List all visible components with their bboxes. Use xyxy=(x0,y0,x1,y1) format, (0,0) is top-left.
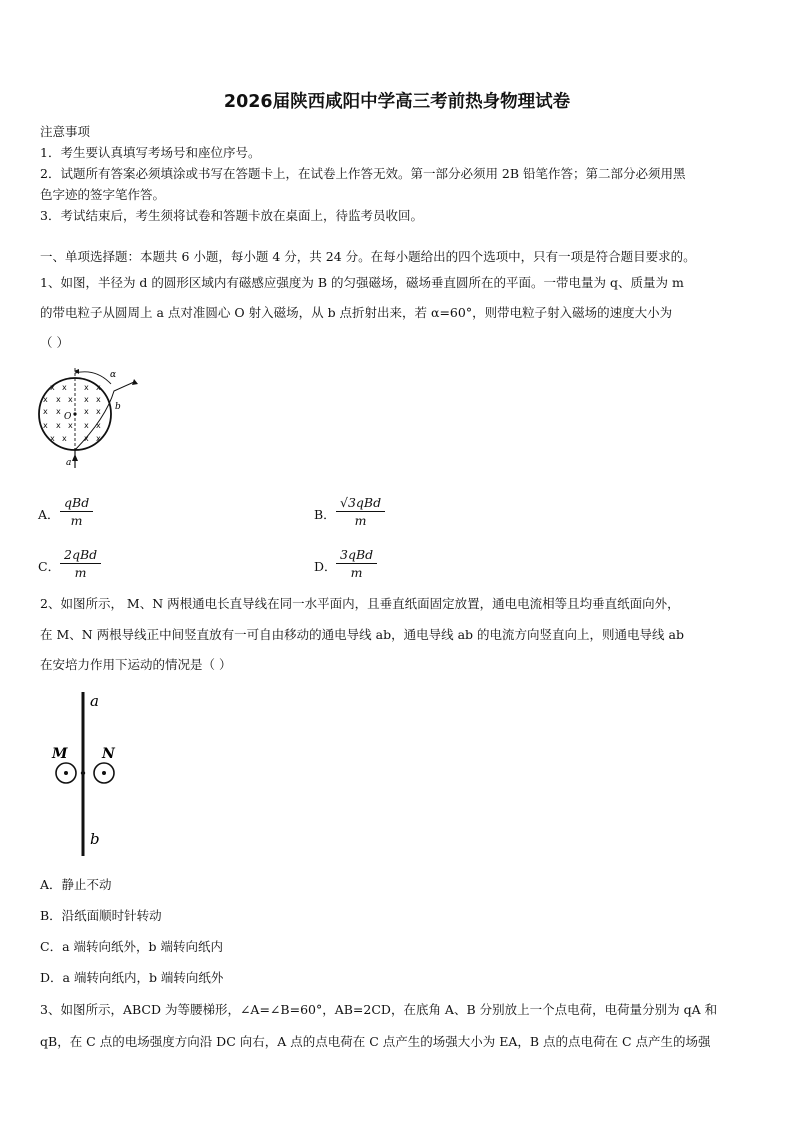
notice-item-3: 3．考试结束后，考生须将试卷和答题卡放在桌面上，待监考员收回。 xyxy=(40,208,423,223)
q1-option-b-denominator: m xyxy=(354,513,367,528)
q2-option-c: C．a 端转向纸外，b 端转向纸内 xyxy=(40,939,223,954)
center-point xyxy=(73,412,76,415)
q3-stem-line-1: 3、如图所示，ABCD 为等腰梯形，∠A=∠B=60°，AB=2CD，在底角 A、B 分别放上一个点电荷，电荷量分别为 qA 和 xyxy=(40,1002,718,1017)
q1-option-b-label: B． xyxy=(314,507,336,522)
q2-option-a: A．静止不动 xyxy=(40,877,112,892)
svg-text:x: x xyxy=(84,421,89,430)
label-N: N xyxy=(102,746,115,762)
q1-option-d-numerator: 3qBd xyxy=(336,546,377,564)
q2-stem-line-3: 在安培力作用下运动的情况是（ ） xyxy=(40,657,232,672)
q2-wires-figure xyxy=(46,688,126,858)
label-b: b xyxy=(90,830,100,848)
label-O: O xyxy=(64,412,72,422)
q1-option-b-formula xyxy=(336,494,385,529)
svg-text:x: x xyxy=(62,383,67,392)
q1-option-a-formula xyxy=(60,494,93,529)
q2-stem-line-2: 在 M、N 两根导线正中间竖直放有一可自由移动的通电导线 ab，通电导线 ab 的电流方向竖直向上，则通电导线 ab xyxy=(40,627,684,642)
q1-stem-line-1: 1、如图，半径为 d 的圆形区域内有磁感应强度为 B 的匀强磁场，磁场垂直圆所在的平面。一带电量为 q、质量为 m xyxy=(40,275,684,290)
notice-item-1: 1．考生要认真填写考场号和座位序号。 xyxy=(40,145,261,160)
svg-text:x: x xyxy=(68,395,73,404)
label-M: M xyxy=(52,746,68,762)
q1-option-c-formula xyxy=(60,546,101,581)
svg-text:x: x xyxy=(96,407,101,416)
q1-option-b-numerator: √3qBd xyxy=(336,494,385,512)
q2-option-b: B．沿纸面顺时针转动 xyxy=(40,908,162,923)
notice-item-2: 2．试题所有答案必须填涂或书写在答题卡上，在试卷上作答无效。第一部分必须用 2B 铅笔作答；第二部分必须用黑 xyxy=(40,166,686,181)
q1-option-c-label: C． xyxy=(38,559,61,574)
svg-text:x: x xyxy=(62,434,67,443)
wire-ab-midpoint xyxy=(81,771,85,775)
q1-option-d-denominator: m xyxy=(350,565,363,580)
svg-text:x: x xyxy=(50,383,55,392)
svg-text:x: x xyxy=(84,407,89,416)
q1-option-c-numerator: 2qBd xyxy=(60,546,101,564)
notice-item-2-cont: 色字迹的签字笔作答。 xyxy=(40,187,166,202)
wire-m-current-dot-icon xyxy=(64,771,68,775)
svg-text:x: x xyxy=(68,421,73,430)
q2-option-d: D．a 端转向纸内，b 端转向纸外 xyxy=(40,970,224,985)
svg-text:x: x xyxy=(43,421,48,430)
q1-option-a-denominator: m xyxy=(70,513,83,528)
section-heading: 一、单项选择题：本题共 6 小题，每小题 4 分，共 24 分。在每小题给出的四个选项中，只有一项是符合题目要求的。 xyxy=(40,249,696,264)
q1-stem-line-2: 的带电粒子从圆周上 a 点对准圆心 O 射入磁场，从 b 点折射出来，若 α=60°，则带电粒子射入磁场的速度大小为 xyxy=(40,305,673,320)
svg-text:x: x xyxy=(56,395,61,404)
notice-heading: 注意事项 xyxy=(40,124,91,139)
svg-text:x: x xyxy=(96,395,101,404)
label-a: a xyxy=(90,692,99,710)
svg-text:x: x xyxy=(96,383,101,392)
page-title: 2026届陕西咸阳中学高三考前热身物理试卷 xyxy=(223,92,571,112)
q1-option-d-formula xyxy=(336,546,377,581)
label-alpha: α xyxy=(110,370,117,380)
q1-option-a-numerator: qBd xyxy=(60,494,93,512)
entry-arrow-head-icon xyxy=(72,454,78,461)
q1-option-d-label: D． xyxy=(314,559,337,574)
label-b: b xyxy=(115,402,121,412)
label-a: a xyxy=(66,458,72,468)
q1-option-a-label: A． xyxy=(38,507,60,522)
field-x-marks xyxy=(43,383,101,443)
svg-text:x: x xyxy=(84,434,89,443)
svg-text:x: x xyxy=(96,421,101,430)
svg-text:x: x xyxy=(50,434,55,443)
svg-text:x: x xyxy=(84,383,89,392)
q1-option-c-denominator: m xyxy=(74,565,87,580)
svg-text:x: x xyxy=(56,421,61,430)
svg-text:x: x xyxy=(84,395,89,404)
svg-text:x: x xyxy=(43,407,48,416)
svg-text:x: x xyxy=(96,434,101,443)
q1-answer-paren: （ ） xyxy=(40,335,69,350)
svg-text:x: x xyxy=(56,407,61,416)
wire-n-current-dot-icon xyxy=(102,771,106,775)
q1-magnetic-field-figure xyxy=(34,362,144,474)
q3-stem-line-2: qB，在 C 点的电场强度方向沿 DC 向右，A 点的点电荷在 C 点产生的场强大小为 EA，B 点的点电荷在 C 点产生的场强 xyxy=(40,1034,711,1049)
svg-text:x: x xyxy=(43,395,48,404)
q2-stem-line-1: 2、如图所示， M、N 两根通电长直导线在同一水平面内，且垂直纸面固定放置，通电电流相等且均垂直纸面向外， xyxy=(40,596,680,611)
